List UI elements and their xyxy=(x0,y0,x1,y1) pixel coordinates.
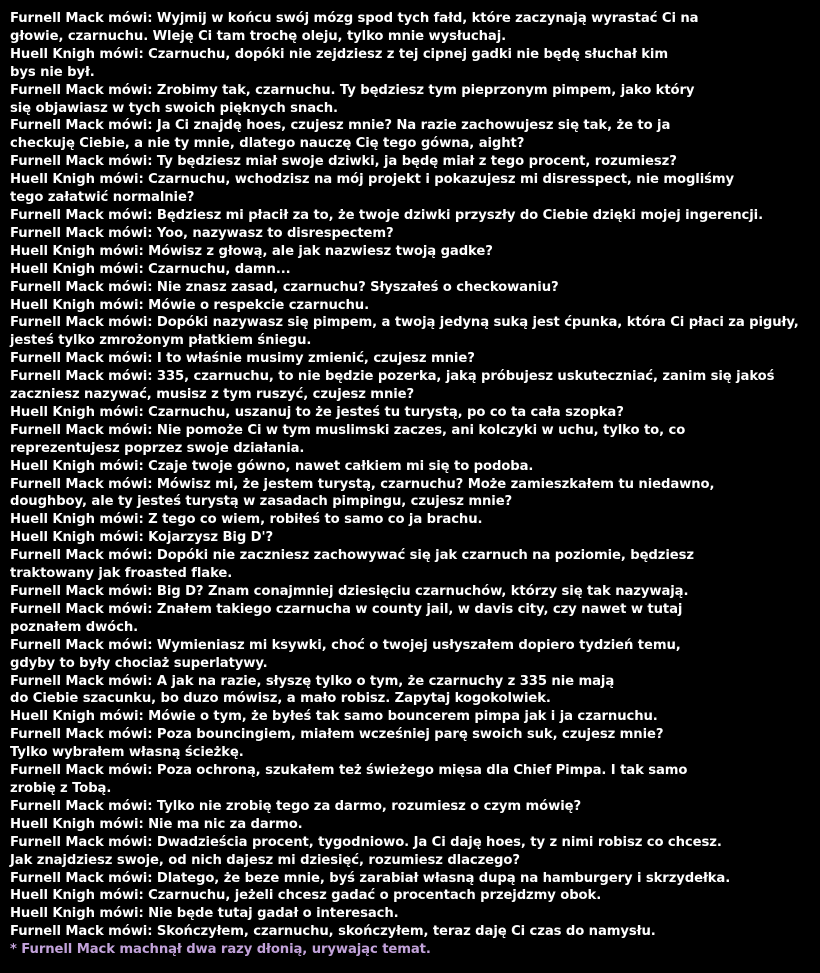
chat-message-line: Huell Knigh mówi: Czarnuchu, dopóki nie zejdziesz z tej cipnej gadki nie będę słuchał kim xyxy=(10,46,668,62)
chat-message-line: Furnell Mack mówi: Dwadzieścia procent, tygodniowo. Ja Ci daję hoes, ty z nimi robisz co chcesz. xyxy=(10,834,722,850)
chat-message-line: tego załatwić normalnie? xyxy=(10,190,195,206)
chat-message-line: Furnell Mack mówi: I to właśnie musimy zmienić, czujesz mnie? xyxy=(10,351,475,367)
chat-message-line: Huell Knigh mówi: Czarnuchu, jeżeli chcesz gadać o procentach przejdzmy obok. xyxy=(10,888,602,904)
chat-message-line: gdyby to były chociaż superlatywy. xyxy=(10,655,268,671)
chat-message-line: Huell Knigh mówi: Czarnuchu, damn... xyxy=(10,261,291,277)
chat-message-line: Furnell Mack mówi: Nie znasz zasad, czarnuchu? Słyszałeś o checkowaniu? xyxy=(10,279,559,295)
chat-message-line: Huell Knigh mówi: Kojarzysz Big D'? xyxy=(10,530,274,546)
chat-message-line: Huell Knigh mówi: Czarnuchu, uszanuj to że jesteś tu turystą, po co ta cała szopka? xyxy=(10,404,624,420)
chat-message-line: Furnell Mack mówi: Znałem takiego czarnucha w county jail, w davis city, czy nawet w tutaj xyxy=(10,601,683,617)
chat-message-line: Huell Knigh mówi: Czaje twoje gówno, nawet całkiem mi się to podoba. xyxy=(10,458,534,474)
chat-message-line: Furnell Mack mówi: Dopóki nie zaczniesz zachowywać się jak czarnuch na poziomie, będziesz xyxy=(10,548,694,564)
chat-message-line: się objawiasz w tych swoich pięknych snach. xyxy=(10,100,338,116)
chat-action-line: * Furnell Mack machnął dwa razy dłonią, urywając temat. xyxy=(10,942,431,958)
chat-message-line: Furnell Mack mówi: Będziesz mi płacił za to, że twoje dziwki przyszły do Ciebie dzięki mojej ingerencji. xyxy=(10,207,764,223)
chat-message-line: Jak znajdziesz swoje, od nich dajesz mi dziesięć, rozumiesz dlaczego? xyxy=(10,852,520,868)
chat-message-line: Furnell Mack mówi: Mówisz mi, że jestem turystą, czarnuchu? Może zamieszkałem tu niedawno, xyxy=(10,476,715,492)
chat-message-line: Furnell Mack mówi: Dopóki nazywasz się pimpem, a twoją jedyną suką jest ćpunka, która Ci płaci za piguły, xyxy=(10,315,799,331)
chat-message-line: głowie, czarnuchu. Wleję Ci tam trochę oleju, tylko mnie wysłuchaj. xyxy=(10,28,507,44)
chat-message-line: zrobię z Tobą. xyxy=(10,780,112,796)
chat-log xyxy=(10,10,816,959)
chat-message-line: Huell Knigh mówi: Nie ma nic za darmo. xyxy=(10,816,303,832)
chat-message-line: checkuję Ciebie, a nie ty mnie, dlatego nauczę Cię tego gówna, aight? xyxy=(10,136,525,152)
chat-message-line: Huell Knigh mówi: Z tego co wiem, robiłeś to samo co ja brachu. xyxy=(10,512,483,528)
chat-message-line: Huell Knigh mówi: Mówisz z głową, ale jak nazwiesz twoją gadke? xyxy=(10,243,493,259)
chat-message-line: Furnell Mack mówi: Poza bouncingiem, miałem wcześniej parę swoich suk, czujesz mnie? xyxy=(10,727,664,743)
chat-message-line: Furnell Mack mówi: Skończyłem, czarnuchu, skończyłem, teraz daję Ci czas do namysłu. xyxy=(10,924,656,940)
chat-message-line: Furnell Mack mówi: Yoo, nazywasz to disrespectem? xyxy=(10,225,394,241)
chat-message-line: Huell Knigh mówi: Czarnuchu, wchodzisz na mój projekt i pokazujesz mi disresspect, nie mogliśmy xyxy=(10,172,735,188)
chat-message-line: traktowany jak froasted flake. xyxy=(10,566,233,582)
chat-message-line: zaczniesz nazywać, musisz z tym ruszyć, czujesz mnie? xyxy=(10,387,415,403)
chat-message-line: reprezentujesz poprzez swoje działania. xyxy=(10,440,305,456)
chat-message-line: Tylko wybrałem własną ścieżkę. xyxy=(10,745,244,761)
chat-message-line: Furnell Mack mówi: Tylko nie zrobię tego za darmo, rozumiesz o czym mówię? xyxy=(10,798,582,814)
chat-message-line: Huell Knigh mówi: Mówie o respekcie czarnuchu. xyxy=(10,297,369,313)
chat-message-line: Furnell Mack mówi: Wyjmij w końcu swój mózg spod tych fałd, które zaczynają wyrastać Ci na xyxy=(10,11,699,26)
chat-message-line: Furnell Mack mówi: Zrobimy tak, czarnuchu. Ty będziesz tym pieprzonym pimpem, jako który xyxy=(10,82,695,98)
chat-message-line: Furnell Mack mówi: Ty będziesz miał swoje dziwki, ja będę miał z tego procent, rozumiesz? xyxy=(10,154,677,170)
chat-message-line: doughboy, ale ty jesteś turystą w zasadach pimpingu, czujesz mnie? xyxy=(10,494,513,510)
chat-message-line: Furnell Mack mówi: Dlatego, że beze mnie, byś zarabiał własną dupą na hamburgery i skrzydełka. xyxy=(10,870,731,886)
chat-message-line: poznałem dwóch. xyxy=(10,619,139,635)
chat-message-line: Furnell Mack mówi: Wymieniasz mi ksywki, choć o twojej usłyszałem dopiero tydzień temu, xyxy=(10,637,681,653)
chat-message-line: Furnell Mack mówi: Ja Ci znajdę hoes, czujesz mnie? Na razie zachowujesz się tak, że to ja xyxy=(10,118,671,134)
chat-message-line: Furnell Mack mówi: Nie pomoże Ci w tym muslimski zaczes, ani kolczyki w uchu, tylko to, co xyxy=(10,422,686,438)
chat-message-line: Huell Knigh mówi: Nie będe tutaj gadał o interesach. xyxy=(10,906,399,922)
chat-message-line: Furnell Mack mówi: Poza ochroną, szukałem też świeżego mięsa dla Chief Pimpa. I tak samo xyxy=(10,763,688,779)
chat-message-line: Huell Knigh mówi: Mówie o tym, że byłeś tak samo bouncerem pimpa jak i ja czarnuchu. xyxy=(10,709,658,725)
chat-message-line: do Ciebie szacunku, bo duzo mówisz, a mało robisz. Zapytaj kogokolwiek. xyxy=(10,691,551,707)
chat-message-line: Furnell Mack mówi: A jak na razie, słyszę tylko o tym, że czarnuchy z 335 nie mają xyxy=(10,673,615,689)
chat-message-line: jesteś tylko zmrożonym płatkiem śniegu. xyxy=(10,333,312,349)
chat-message-line: Furnell Mack mówi: Big D? Znam conajmniej dziesięciu czarnuchów, którzy się tak nazywają. xyxy=(10,584,689,599)
chat-message-line: bys nie był. xyxy=(10,64,95,80)
chat-message-line: Furnell Mack mówi: 335, czarnuchu, to nie będzie pozerka, jaką próbujesz uskuteczniać, zanim się jakoś xyxy=(10,369,775,385)
